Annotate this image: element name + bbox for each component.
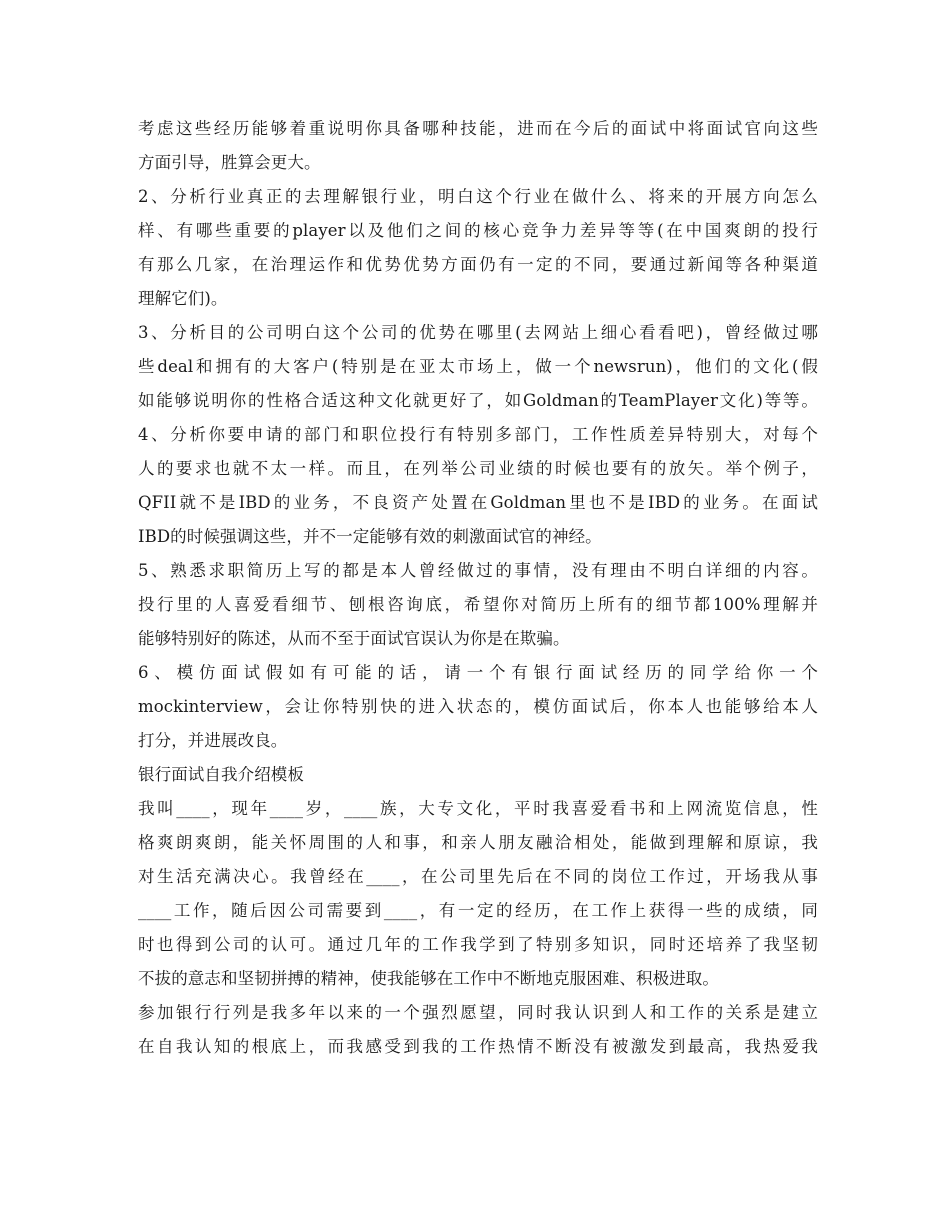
section-heading: 银行面试自我介绍模板 xyxy=(138,765,304,784)
document-body xyxy=(138,112,818,1064)
text-line: 能够特别好的陈述，从而不至于面试官误认为你是在欺骗。 xyxy=(138,629,570,648)
text-line: IBD的时候强调这些，并不一定能够有效的刺激面试官的神经。 xyxy=(138,527,602,546)
text-line: 时也得到公司的认可。通过几年的工作我学到了特别多知识，同时还培养了我坚韧 xyxy=(138,935,818,954)
text-line: 5、熟悉求职简历上写的都是本人曾经做过的事情，没有理由不明白详细的内容。 xyxy=(138,561,818,580)
text-line: mockinterview，会让你特别快的进入状态的，模仿面试后，你本人也能够给本人 xyxy=(138,697,818,716)
text-line: 在自我认知的根底上，而我感受到我的工作热情不断没有被激发到最高，我热爱我 xyxy=(138,1037,818,1056)
text-line: 人的要求也就不太一样。而且，在列举公司业绩的时候也要有的放矢。举个例子， xyxy=(138,459,818,478)
text-line: 2、分析行业真正的去理解银行业，明白这个行业在做什么、将来的开展方向怎么 xyxy=(138,187,818,206)
text-line: 如能够说明你的性格合适这种文化就更好了，如Goldman的TeamPlayer文化)等等。 xyxy=(138,391,818,410)
text-line: 样、有哪些重要的player以及他们之间的核心竞争力差异等等(在中国爽朗的投行 xyxy=(138,221,818,240)
text-line: 格爽朗爽朗，能关怀周围的人和事，和亲人朋友融洽相处，能做到理解和原谅，我 xyxy=(138,833,818,852)
text-line: 考虑这些经历能够着重说明你具备哪种技能，进而在今后的面试中将面试官向这些 xyxy=(138,119,818,138)
text-line: 我叫____，现年____岁，____族，大专文化，平时我喜爱看书和上网流览信息，性 xyxy=(138,799,818,818)
text-line: 理解它们)。 xyxy=(138,289,228,308)
text-line: 有那么几家，在治理运作和优势优势方面仍有一定的不同，要通过新闻等各种渠道 xyxy=(138,255,818,274)
text-line: 4、分析你要申请的部门和职位投行有特别多部门，工作性质差异特别大，对每个 xyxy=(138,425,818,444)
text-line: 方面引导，胜算会更大。 xyxy=(138,153,321,172)
text-line: 不拔的意志和坚韧拼搏的精神，使我能够在工作中不断地克服困难、积极进取。 xyxy=(138,969,719,988)
text-line: 些deal和拥有的大客户(特别是在亚太市场上，做一个newsrun)，他们的文化(假 xyxy=(138,357,818,376)
text-line: 参加银行行列是我多年以来的一个强烈愿望，同时我认识到人和工作的关系是建立 xyxy=(138,1003,818,1022)
text-line: 打分，并进展改良。 xyxy=(138,731,288,750)
text-line: 6、模仿面试假如有可能的话，请一个有银行面试经历的同学给你一个 xyxy=(138,663,818,682)
text-line: 3、分析目的公司明白这个公司的优势在哪里(去网站上细心看看吧)，曾经做过哪 xyxy=(138,323,818,342)
text-line: ____工作，随后因公司需要到____，有一定的经历，在工作上获得一些的成绩，同 xyxy=(138,901,818,920)
text-line: 投行里的人喜爱看细节、刨根咨询底，希望你对简历上所有的细节都100%理解并 xyxy=(138,595,818,614)
text-line: 对生活充满决心。我曾经在____，在公司里先后在不同的岗位工作过，开场我从事 xyxy=(138,867,818,886)
text-line: QFII就不是IBD的业务，不良资产处置在Goldman里也不是IBD的业务。在面试 xyxy=(138,493,818,512)
